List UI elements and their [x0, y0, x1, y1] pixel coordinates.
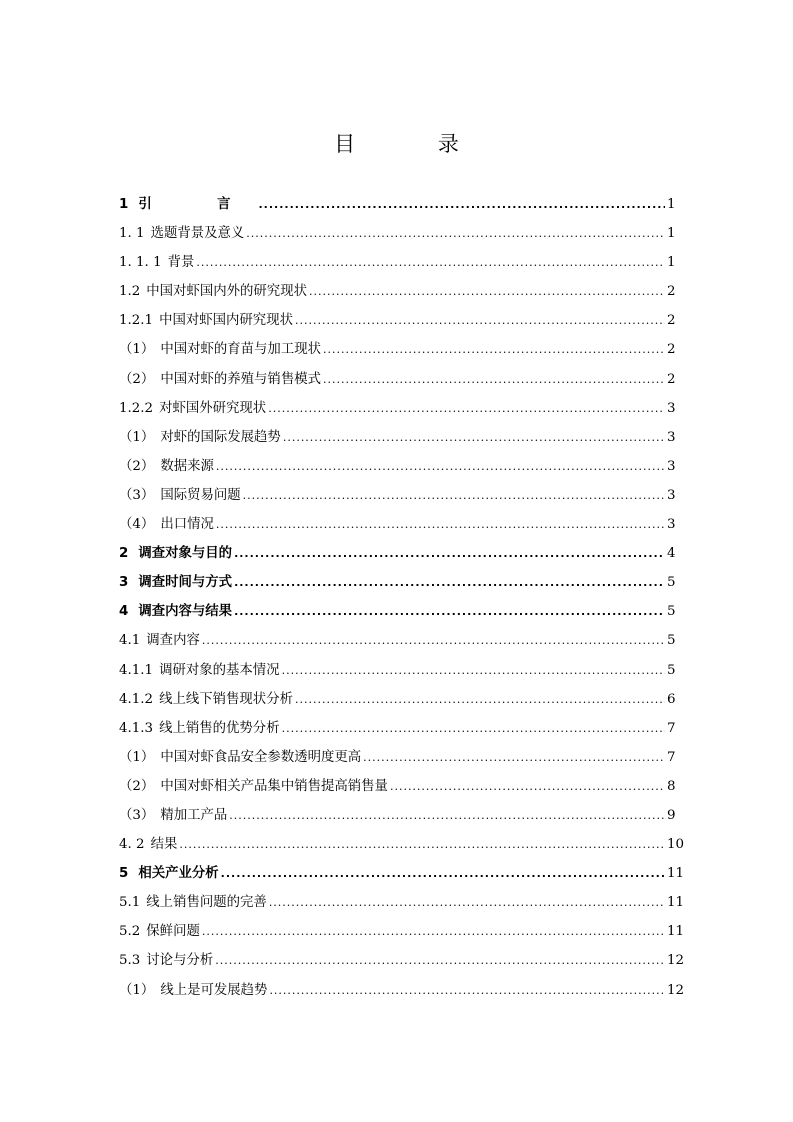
toc-entry[interactable] [119, 772, 675, 801]
toc-entry-page: 3 [667, 429, 676, 445]
toc-leader-dots [269, 976, 665, 1005]
toc-entry-page: 6 [667, 691, 676, 707]
toc-entry-number: （1） [119, 342, 155, 358]
toc-entry-page: 10 [667, 837, 685, 853]
toc-entry[interactable] [119, 539, 675, 568]
toc-entry[interactable] [119, 743, 675, 772]
toc-entry[interactable] [119, 481, 675, 510]
toc-entry-title: 引 言 [138, 197, 257, 212]
toc-leader-dots [295, 685, 665, 714]
toc-entry-title: 中国对虾的育苗与加工现状 [160, 342, 321, 358]
toc-leader-dots [234, 597, 665, 626]
toc-entry-title: 调查时间与方式 [138, 575, 233, 591]
toc-entry-number: 1. 1. 1 [119, 255, 162, 271]
toc-entry-title: 调查对象与目的 [138, 546, 233, 562]
toc-entry-number: （3） [119, 487, 155, 503]
toc-leader-dots [259, 190, 666, 219]
toc-entry-page: 11 [667, 924, 685, 940]
toc-entry[interactable] [119, 801, 675, 830]
toc-leader-dots [282, 656, 665, 685]
toc-entry-page: 2 [667, 342, 676, 358]
toc-entry-page: 2 [667, 371, 676, 387]
toc-entry-page: 3 [667, 517, 676, 533]
toc-entry[interactable] [119, 656, 675, 685]
toc-leader-dots [295, 306, 665, 335]
toc-entry-number: （2） [119, 778, 155, 794]
toc-entry-title: 出口情况 [160, 517, 214, 533]
toc-entry-number: 1.2.2 [119, 400, 154, 416]
toc-entry[interactable] [119, 277, 675, 306]
toc-entry[interactable] [119, 365, 675, 394]
toc-entry-title: 中国对虾的养殖与销售模式 [160, 371, 321, 387]
toc-entry-page: 12 [667, 982, 685, 998]
toc-entry-title: 中国对虾相关产品集中销售提高销售量 [160, 778, 388, 794]
toc-leader-dots [216, 452, 665, 481]
toc-leader-dots [229, 801, 665, 830]
toc-entry-number: （3） [119, 807, 155, 823]
toc-entry-page: 1 [667, 197, 676, 212]
toc-leader-dots [268, 394, 665, 423]
toc-entry[interactable] [119, 248, 675, 277]
toc-entry-title: 对虾国外研究现状 [159, 400, 267, 416]
toc-entry-page: 7 [667, 720, 676, 736]
toc-entry-title: 中国对虾食品安全参数透明度更高 [160, 749, 362, 765]
toc-entry[interactable] [119, 306, 675, 335]
toc-entry[interactable] [119, 626, 675, 655]
toc-entry[interactable] [119, 452, 675, 481]
toc-entry[interactable] [119, 888, 685, 917]
toc-entry-page: 1 [667, 255, 676, 271]
toc-entry-page: 11 [667, 866, 685, 882]
toc-entry-title: 相关产业分析 [138, 866, 219, 882]
toc-entry-page: 3 [667, 487, 676, 503]
toc-leader-dots [221, 859, 665, 888]
toc-entry-page: 2 [667, 284, 676, 300]
toc-entry-title: 中国对虾国内研究现状 [159, 313, 293, 329]
toc-entry[interactable] [119, 685, 675, 714]
toc-entry-page: 9 [667, 807, 676, 823]
toc-entry-number: 4.1.3 [119, 720, 154, 736]
toc-entry-page: 7 [667, 749, 676, 765]
toc-leader-dots [323, 365, 665, 394]
toc-entry-number: 4.1.2 [119, 691, 154, 707]
toc-entry-page: 5 [667, 575, 676, 591]
toc-entry-number: 3 [119, 575, 129, 591]
toc-entry-page: 12 [667, 953, 685, 969]
toc-entry-number: （1） [119, 982, 155, 998]
toc-leader-dots [246, 219, 665, 248]
toc-leader-dots [390, 772, 665, 801]
toc-entry-title: 线上销售问题的完善 [146, 895, 267, 911]
toc-leader-dots [215, 946, 665, 975]
toc-entry[interactable] [119, 219, 675, 248]
toc-entry[interactable] [119, 190, 675, 219]
toc-entry-number: 1.2.1 [119, 313, 154, 329]
toc-leader-dots [202, 917, 665, 946]
toc-entry-page: 5 [667, 662, 676, 678]
toc-entry-title: 讨论与分析 [146, 953, 214, 969]
toc-entry[interactable] [119, 597, 675, 626]
toc-leader-dots [196, 248, 665, 277]
toc-entry-title: 调研对象的基本情况 [159, 662, 280, 678]
toc-leader-dots [216, 510, 665, 539]
toc-entry-title: 调查内容 [146, 633, 200, 649]
toc-entry-page: 11 [667, 895, 685, 911]
toc-entry-number: （2） [119, 458, 155, 474]
toc-entry-page: 3 [667, 400, 676, 416]
table-of-contents [119, 190, 685, 1005]
toc-entry-page: 4 [667, 546, 676, 562]
toc-entry-title: 国际贸易问题 [160, 487, 241, 503]
toc-entry-number: 1 [119, 197, 129, 212]
toc-entry-number: （2） [119, 371, 155, 387]
toc-entry-number: （1） [119, 749, 155, 765]
toc-entry-number: 1. 1 [119, 226, 145, 242]
toc-entry-number: （4） [119, 517, 155, 533]
toc-leader-dots [309, 277, 665, 306]
toc-entry-number: 4.1.1 [119, 662, 154, 678]
toc-entry[interactable] [119, 423, 675, 452]
toc-entry-number: 4. 2 [119, 837, 145, 853]
toc-leader-dots [234, 539, 665, 568]
toc-entry-page: 8 [667, 778, 676, 794]
toc-entry-number: 1.2 [119, 284, 141, 300]
toc-entry-title: 背景 [167, 255, 195, 271]
toc-entry-title: 保鲜问题 [146, 924, 200, 940]
toc-leader-dots [234, 568, 665, 597]
toc-entry-number: 5 [119, 866, 129, 882]
toc-leader-dots [282, 714, 665, 743]
toc-leader-dots [243, 481, 665, 510]
toc-entry-number: 5.1 [119, 895, 141, 911]
toc-entry[interactable] [119, 917, 685, 946]
toc-entry-page: 5 [667, 604, 676, 620]
toc-leader-dots [269, 888, 665, 917]
toc-entry[interactable] [119, 568, 675, 597]
toc-entry[interactable] [119, 510, 675, 539]
toc-entry[interactable] [119, 946, 685, 975]
toc-entry-title: 精加工产品 [160, 807, 228, 823]
toc-entry-title: 对虾的国际发展趋势 [160, 429, 281, 445]
toc-entry-title: 结果 [150, 837, 178, 853]
toc-entry[interactable] [119, 976, 685, 1005]
toc-entry[interactable] [119, 394, 675, 423]
toc-entry-title: 调查内容与结果 [138, 604, 233, 620]
toc-leader-dots [323, 335, 665, 364]
toc-leader-dots [179, 830, 665, 859]
toc-entry[interactable] [119, 830, 685, 859]
toc-entry-page: 5 [667, 633, 676, 649]
toc-leader-dots [283, 423, 665, 452]
toc-entry-page: 2 [667, 313, 676, 329]
toc-entry-title: 线上线下销售现状分析 [159, 691, 293, 707]
toc-leader-dots [363, 743, 665, 772]
toc-entry[interactable] [119, 859, 685, 888]
toc-entry-title: 线上是可发展趋势 [160, 982, 268, 998]
toc-entry-number: 4 [119, 604, 129, 620]
toc-entry[interactable] [119, 335, 675, 364]
toc-entry-title: 中国对虾国内外的研究现状 [146, 284, 307, 300]
toc-entry-number: （1） [119, 429, 155, 445]
toc-entry-number: 5.3 [119, 953, 141, 969]
toc-entry[interactable] [119, 714, 675, 743]
toc-entry-title: 选题背景及意义 [150, 226, 245, 242]
toc-entry-title: 线上销售的优势分析 [159, 720, 280, 736]
toc-leader-dots [202, 626, 665, 655]
toc-entry-title: 数据来源 [160, 458, 214, 474]
toc-entry-page: 3 [667, 458, 676, 474]
page-title: 目 录 [334, 132, 497, 156]
toc-entry-page: 1 [667, 226, 676, 242]
toc-entry-number: 5.2 [119, 924, 141, 940]
toc-entry-number: 4.1 [119, 633, 141, 649]
toc-entry-number: 2 [119, 546, 129, 562]
